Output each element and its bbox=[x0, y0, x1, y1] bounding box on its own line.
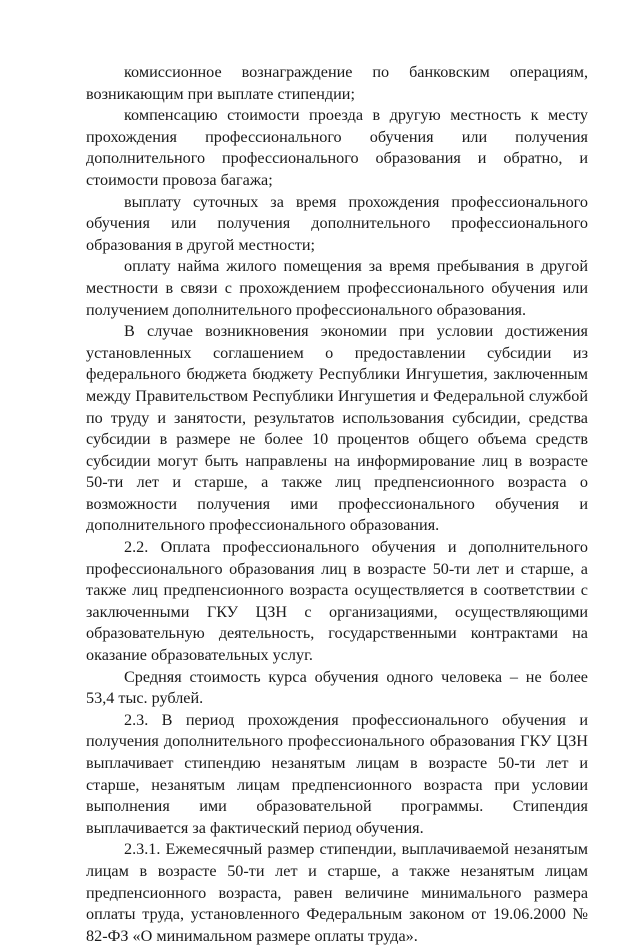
paragraph-average-cost: Средняя стоимость курса обучения одного человека – не более 53,4 тыс. рублей. bbox=[86, 667, 588, 708]
paragraph-section-2-3-1: 2.3.1. Ежемесячный размер стипендии, выплачиваемой незанятым лицам в возрасте 50-ти лет и старше, а также незанятым лицам предпенсионного возраста, равен величине минимального размера оплаты труда, установленного Федеральным законом от 19.06.2000 № 82-ФЗ «О минимальном размере оплаты труда». bbox=[86, 840, 588, 945]
paragraph-housing-rent: оплату найма жилого помещения за время пребывания в другой местности в связи с прохождением профессионального обучения или получением дополнительного профессионального образования. bbox=[86, 257, 588, 319]
paragraph-daily-allowance: выплату суточных за время прохождения профессионального обучения или получения дополнительного профессионального образования в другой местности; bbox=[86, 192, 588, 254]
paragraph-subsidy-savings: В случае возникновения экономии при условии достижения установленных соглашением о предоставлении субсидии из федерального бюджета бюджету Республики Ингушетия, заключенным между Правительством Республики Ингушетия и Федеральной службой по труду и занятости, результатов использования субсидии, средства субсидии в размере не более 10 процентов общего объема средств субсидии могут быть направлены на информирование лиц в возрасте 50-ти лет и старше, а также лиц предпенсионного возраста о возможности получения ими профессионального обучения и дополнительного профессионального образования. bbox=[86, 322, 588, 535]
paragraph-travel-compensation: компенсацию стоимости проезда в другую местность к месту прохождения профессионального обучения или получения дополнительного профессионального образования и обратно, и стоимости провоза багажа; bbox=[86, 106, 588, 189]
document-body bbox=[86, 62, 588, 947]
paragraph-section-2-3: 2.3. В период прохождения профессионального обучения и получения дополнительного профессионального образования ГКУ ЦЗН выплачивает стипендию незанятым лицам в возрасте 50-ти лет и старше, незанятым лицам предпенсионного возраста при условии выполнения ими образовательной программы. Стипендия выплачивается за фактический период обучения. bbox=[86, 710, 588, 837]
paragraph-commission-fee: комиссионное вознаграждение по банковским операциям, возникающим при выплате стипендии; bbox=[86, 63, 588, 103]
paragraph-section-2-2: 2.2. Оплата профессионального обучения и дополнительного профессионального образования лиц в возрасте 50-ти лет и старше, а также лиц предпенсионного возраста осуществляется в соответствии с заключенными ГКУ ЦЗН с организациями, осуществляющими образовательную деятельность, государственными контрактами на оказание образовательных услуг. bbox=[86, 538, 588, 665]
